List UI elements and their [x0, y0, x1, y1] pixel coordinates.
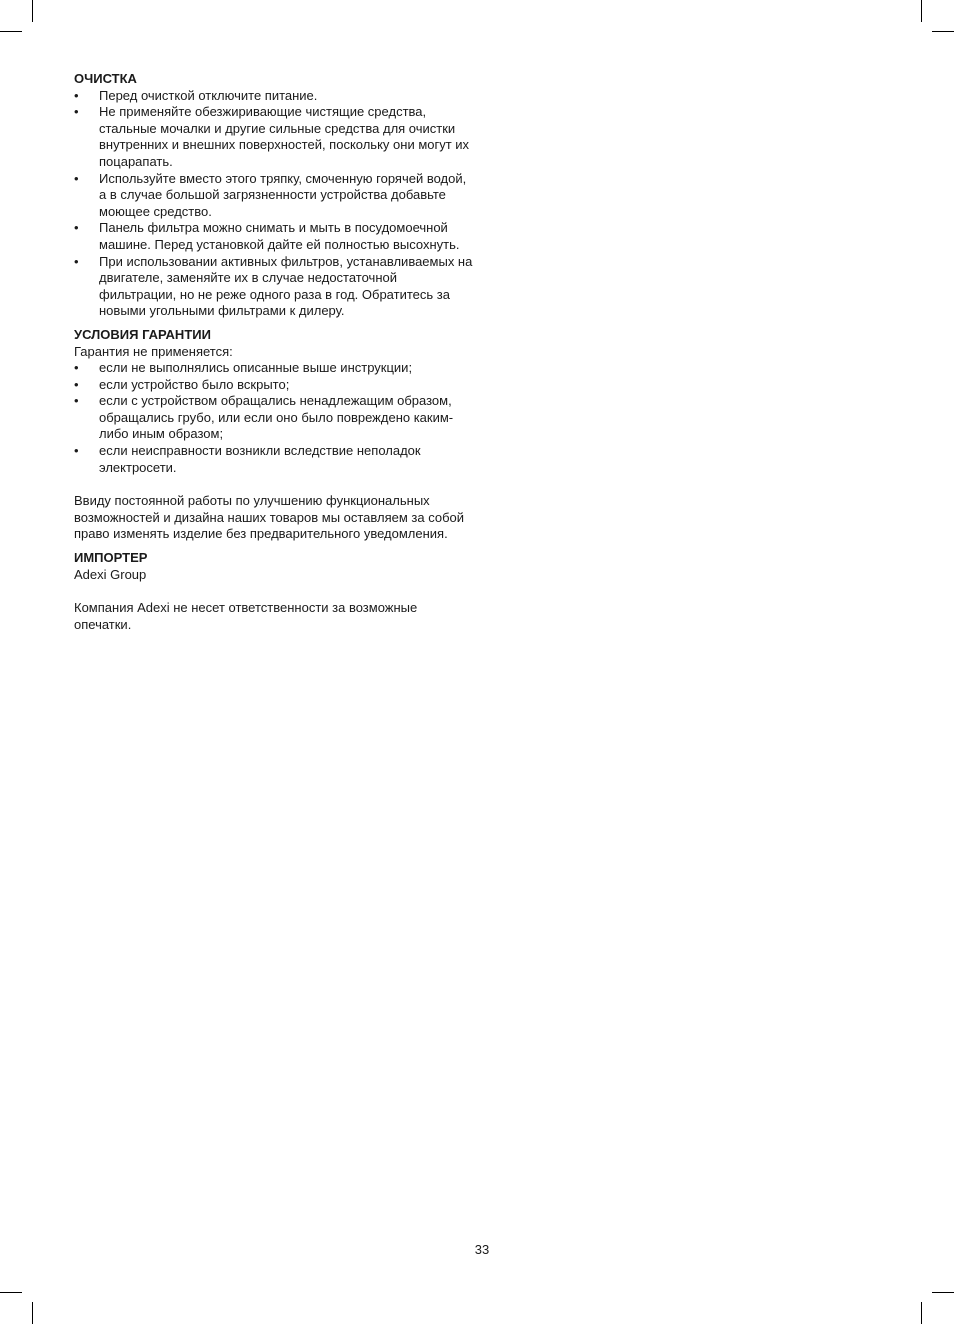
section-heading: УСЛОВИЯ ГАРАНТИИ: [74, 326, 211, 342]
list-item: • если устройство было вскрыто;: [74, 377, 474, 394]
cleaning-section: [74, 71, 474, 320]
importer-name: Adexi Group: [74, 566, 147, 582]
importer-section: [74, 550, 474, 633]
list-item: • если неисправности возникли вследствие неполадок электросети.: [74, 443, 474, 476]
list-item: • Перед очисткой отключите питание.: [74, 88, 474, 105]
crop-mark: [0, 31, 22, 32]
section-heading: ИМПОРТЕР: [74, 550, 148, 566]
warranty-intro: Гарантия не применяется:: [74, 343, 233, 359]
crop-mark: [0, 1292, 22, 1293]
crop-mark: [32, 1302, 33, 1324]
importer-disclaimer: Компания Adexi не несет ответственности за возможные опечатки.: [74, 600, 418, 632]
cleaning-list: [74, 88, 474, 320]
crop-mark: [32, 0, 33, 22]
warranty-section: [74, 327, 474, 543]
crop-mark: [921, 1302, 922, 1324]
crop-mark: [932, 1292, 954, 1293]
warranty-note: Ввиду постоянной работы по улучшению функциональных возможностей и дизайна наших товаров мы оставляем за собой право изменять изделие без предварительного уведомления.: [74, 493, 465, 542]
crop-mark: [932, 31, 954, 32]
page-number: 33: [474, 1242, 490, 1257]
list-item: • При использовании активных фильтров, устанавливаемых на двигателе, заменяйте их в случае недостаточной фильтрации, но не реже одного раза в год. Обратитесь за новыми угольными фильтрами к дилеру.: [74, 254, 474, 320]
warranty-list: [74, 360, 474, 476]
document-body: [74, 71, 474, 633]
list-item: • если с устройством обращались ненадлежащим образом, обращались грубо, или если оно было повреждено каким-либо иным образом;: [74, 393, 474, 443]
list-item: • Используйте вместо этого тряпку, смоченную горячей водой, а в случае большой загрязненности устройства добавьте моющее средство.: [74, 171, 474, 221]
list-item: • Панель фильтра можно снимать и мыть в посудомоечной машине. Перед установкой дайте ей полностью высохнуть.: [74, 220, 474, 253]
list-item: • Не применяйте обезжиривающие чистящие средства, стальные мочалки и другие сильные средства для очистки внутренних и внешних поверхностей, поскольку они могут их поцарапать.: [74, 104, 474, 170]
list-item: • если не выполнялись описанные выше инструкции;: [74, 360, 474, 377]
crop-mark: [921, 0, 922, 22]
section-heading: ОЧИСТКА: [74, 71, 137, 86]
